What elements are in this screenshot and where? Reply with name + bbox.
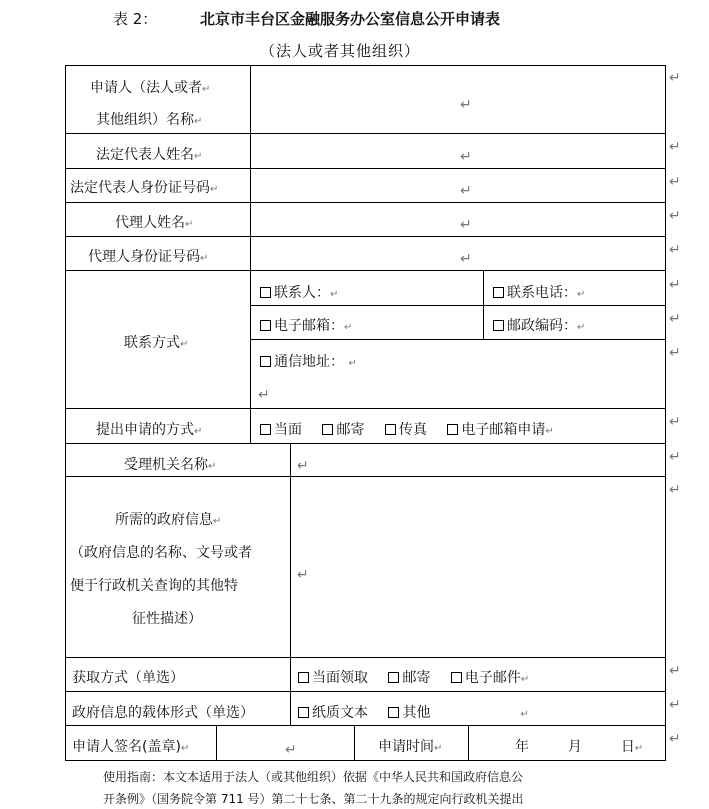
checkbox[interactable] — [385, 424, 396, 435]
contact-person-checkbox[interactable] — [260, 287, 271, 298]
receiving-agency-field[interactable]: ↵ — [297, 458, 309, 474]
checkbox[interactable] — [388, 672, 399, 683]
paragraph-mark: ↵ — [669, 139, 681, 155]
agent-id-label: 代理人身份证号码↵ — [88, 249, 209, 265]
col-border — [665, 65, 666, 761]
table-number-label: 表 2： — [113, 10, 158, 28]
row-border — [65, 657, 666, 658]
paragraph-mark: ↵ — [669, 697, 681, 713]
paragraph-mark: ↵ — [669, 277, 681, 293]
paragraph-mark: ↵ — [669, 208, 681, 224]
agent-id-field[interactable]: ↵ — [460, 251, 472, 267]
contact-person-field[interactable]: 联系人：↵ — [260, 283, 338, 305]
paragraph-mark: ↵ — [669, 174, 681, 190]
info-needed-label-line3: 便于行政机关查询的其他特 — [70, 578, 238, 594]
submit-option-fax[interactable]: 传真 — [385, 422, 427, 438]
row-border — [65, 168, 666, 169]
contact-phone-checkbox[interactable] — [493, 287, 504, 298]
legal-rep-name-label: 法定代表人姓名↵ — [96, 147, 203, 163]
postal-code-checkbox[interactable] — [493, 320, 504, 331]
info-needed-label-line4: 征性描述） — [132, 611, 202, 627]
legal-rep-id-field[interactable]: ↵ — [460, 183, 472, 199]
col-border — [250, 65, 251, 443]
submit-option-email[interactable]: 电子邮箱申请 — [447, 422, 545, 438]
col-border — [468, 725, 469, 760]
checkbox[interactable] — [447, 424, 458, 435]
form-title: 北京市丰台区金融服务办公室信息公开申请表 — [200, 10, 501, 28]
info-needed-field[interactable]: ↵ — [297, 567, 309, 583]
signature-label: 申请人签名(盖章)↵ — [72, 739, 190, 755]
paragraph-mark: ↵ — [669, 663, 681, 679]
paragraph-mark: ↵ — [669, 242, 681, 258]
date-year-label: 年 — [515, 739, 529, 755]
row-border — [65, 202, 666, 203]
checkbox[interactable] — [322, 424, 333, 435]
checkbox[interactable] — [298, 707, 309, 718]
checkbox[interactable] — [260, 424, 271, 435]
postal-code-field[interactable]: 邮政编码：↵ — [493, 316, 585, 338]
col-border — [483, 270, 484, 339]
legal-rep-id-label: 法定代表人身份证号码↵ — [70, 180, 219, 196]
date-month-label: 月 — [567, 739, 582, 755]
submit-method-options: 当面 邮寄 传真 电子邮箱申请↵ — [260, 420, 554, 442]
mailing-address-field[interactable]: 通信地址： ↵ — [260, 352, 357, 374]
contact-phone-field[interactable]: 联系电话：↵ — [493, 283, 585, 305]
row-border — [65, 760, 666, 761]
info-needed-label-line2: （政府信息的名称、文号或者 — [70, 545, 252, 561]
info-needed-label-line1: 所需的政府信息↵ — [115, 512, 222, 528]
carrier-form-label: 政府信息的载体形式（单选） — [72, 705, 254, 721]
applicant-name-label-line2: 其他组织）名称↵ — [96, 112, 203, 128]
paragraph-mark: ↵ — [669, 345, 681, 361]
paragraph-mark: ↵ — [669, 414, 681, 430]
receiving-agency-label: 受理机关名称↵ — [124, 457, 217, 473]
col-border — [354, 725, 355, 760]
paragraph-mark: ↵ — [669, 449, 681, 465]
col-border — [65, 65, 66, 761]
agent-name-field[interactable]: ↵ — [460, 217, 472, 233]
carrier-option-paper[interactable]: 纸质文本 — [298, 705, 368, 721]
row-border — [250, 339, 666, 340]
submit-option-in-person[interactable]: 当面 — [260, 422, 302, 438]
submit-option-mail[interactable]: 邮寄 — [322, 422, 364, 438]
paragraph-mark: ↵ — [669, 731, 681, 747]
mailing-address-blank: ↵ — [258, 387, 270, 403]
obtain-option-in-person[interactable]: 当面领取 — [298, 670, 368, 686]
col-border — [216, 725, 217, 760]
signature-field[interactable]: ↵ — [285, 742, 297, 758]
row-border — [65, 133, 666, 134]
email-field[interactable]: 电子邮箱：↵ — [260, 316, 352, 338]
row-border — [65, 691, 666, 692]
col-border — [290, 443, 291, 725]
row-border — [250, 305, 666, 306]
obtain-method-options: 当面领取 邮寄 电子邮件↵ — [298, 668, 529, 690]
email-checkbox[interactable] — [260, 320, 271, 331]
checkbox[interactable] — [388, 707, 399, 718]
form-subtitle: （法人或者其他组织） — [260, 42, 421, 60]
paragraph-mark: ↵ — [669, 70, 681, 86]
usage-guide-line1: 使用指南：本文本适用于法人（或其他组织）依据《中华人民共和国政府信息公 — [103, 770, 524, 784]
contact-method-label: 联系方式↵ — [124, 335, 189, 351]
carrier-option-other[interactable]: 其他 — [388, 705, 430, 721]
obtain-method-label: 获取方式（单选） — [72, 670, 184, 686]
mailing-address-checkbox[interactable] — [260, 356, 271, 367]
submit-method-label: 提出申请的方式↵ — [96, 422, 203, 438]
agent-name-label: 代理人姓名↵ — [115, 215, 194, 231]
obtain-option-mail[interactable]: 邮寄 — [388, 670, 430, 686]
row-border — [65, 236, 666, 237]
row-border — [65, 270, 666, 271]
apply-time-field[interactable]: 年 月 日↵ — [515, 739, 644, 755]
checkbox[interactable] — [451, 672, 462, 683]
row-border — [65, 408, 666, 409]
paragraph-mark: ↵ — [669, 311, 681, 327]
row-border — [65, 725, 666, 726]
applicant-name-field[interactable]: ↵ — [460, 97, 472, 113]
obtain-option-email[interactable]: 电子邮件 — [451, 670, 521, 686]
checkbox[interactable] — [298, 672, 309, 683]
row-border — [65, 65, 666, 66]
row-border — [65, 443, 666, 444]
paragraph-mark: ↵ — [669, 482, 681, 498]
carrier-form-options: 纸质文本 其他 ↵ — [298, 703, 529, 725]
legal-rep-name-field[interactable]: ↵ — [460, 149, 472, 165]
date-day-label: 日 — [620, 739, 635, 755]
applicant-name-label-line1: 申请人（法人或者↵ — [90, 80, 211, 96]
usage-guide-line2: 开条例》（国务院令第 711 号）第二十七条、第二十九条的规定向行政机关提出 — [103, 792, 524, 806]
apply-time-label: 申请时间↵ — [378, 739, 443, 755]
